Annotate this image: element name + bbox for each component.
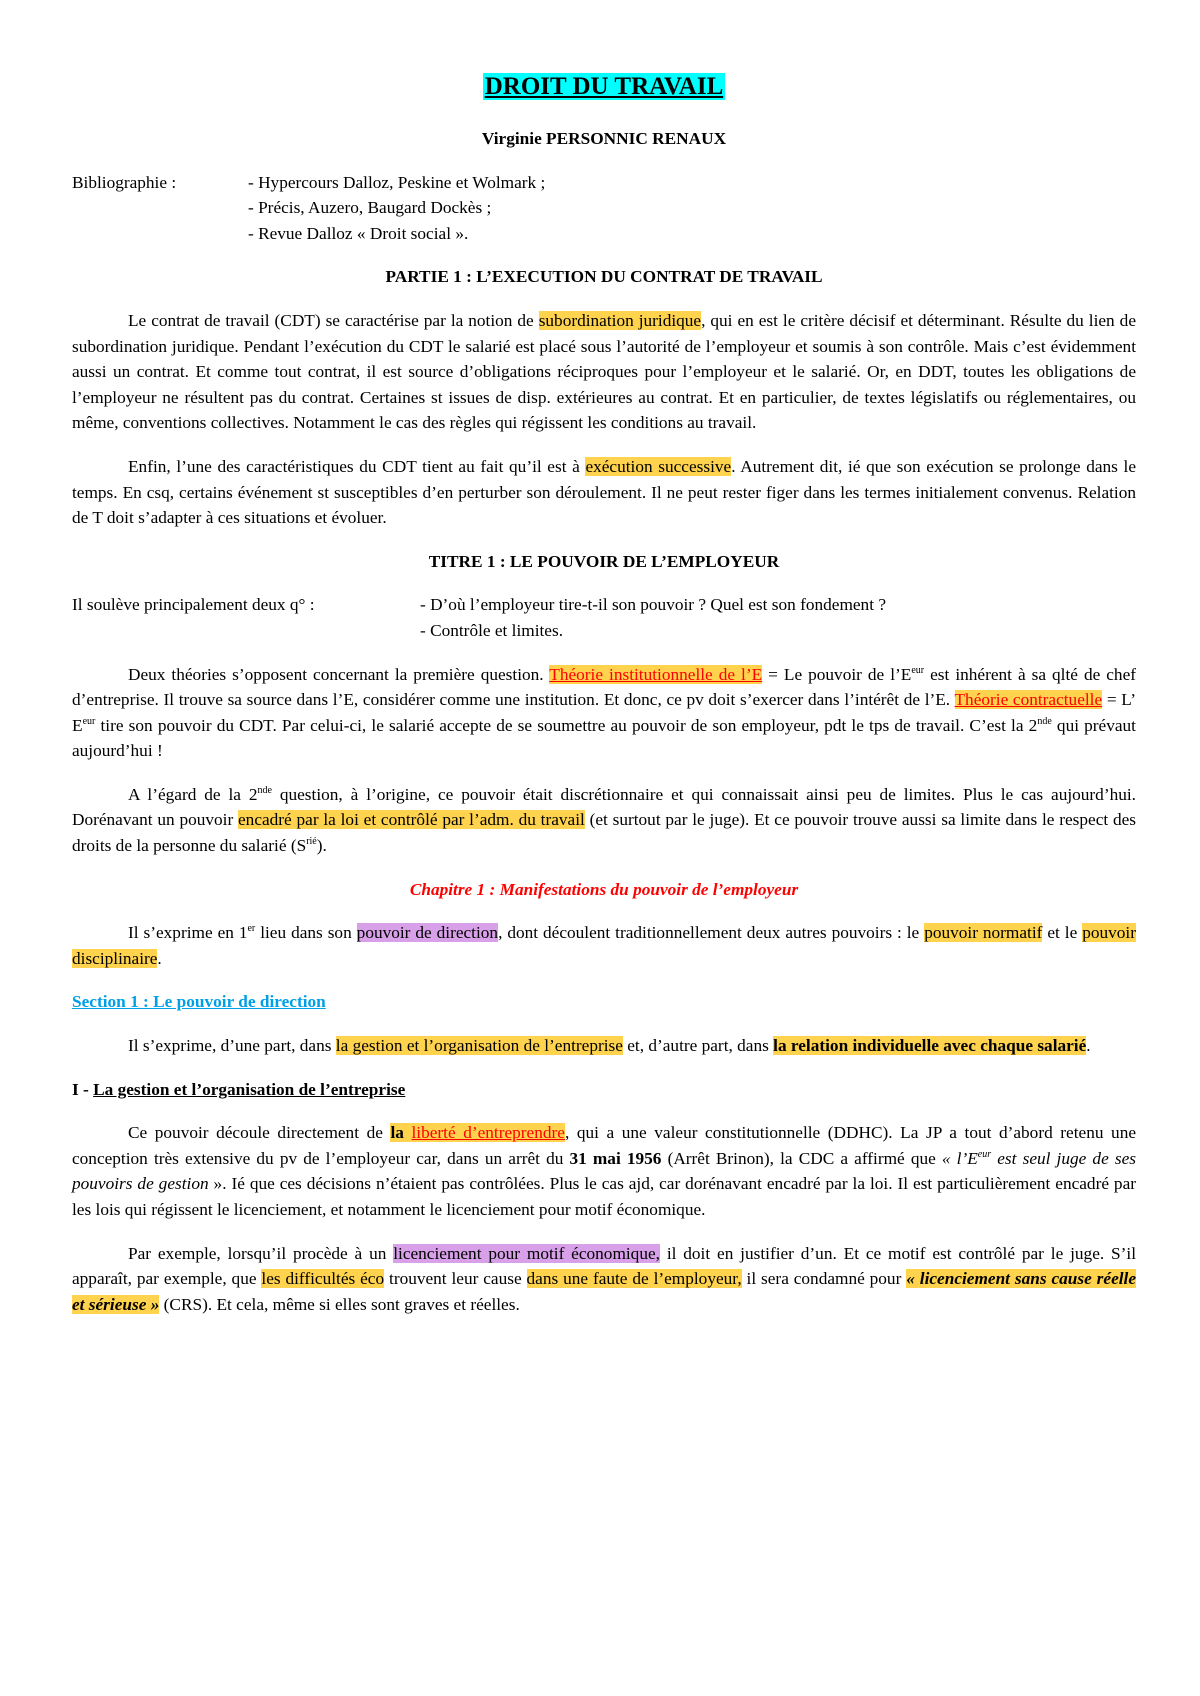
paragraph-liberte-entreprendre: Ce pouvoir découle directement de la liberté d’entreprendre, qui a une valeur constitutionnelle (DDHC). La JP a tout d’abord retenu une conception très extensive du pv de l’employeur car, dans un arrêt du 31 mai 1956 (Arrêt Brinon), la CDC a affirmé que « $l’E^{eur}$ est seul juge de ses pouvoirs de gestion ». Ié que ces décisions n’étaient pas contrôlées. Plus le cas ajd, car dorénavant encadré par la loi. Il est particulièrement encadré par les lois qui régissent le licenciement, et notamment le licenciement pour motif économique. <box>72 1123 1137 1219</box>
questions-label: Il soulève principalement deux q° : <box>72 595 315 615</box>
document-title <box>72 70 1136 104</box>
highlight-theorie-institutionnelle: Théorie institutionnelle de l’E <box>549 664 763 684</box>
highlight-execution-successive: exécution successive <box>585 456 732 476</box>
document-title-text: DROIT DU TRAVAIL <box>484 73 724 100</box>
highlight-theorie-contractuelle: Théorie contractuelle <box>954 690 1103 710</box>
highlight-pouvoir-normatif: pouvoir normatif <box>924 923 1043 943</box>
part-heading: PARTIE 1 : L’EXECUTION DU CONTRAT DE TRAVAIL <box>385 267 823 287</box>
paragraph-pouvoir-direction: Il s’exprime en 1er lieu dans son pouvoir de direction, dont découlent traditionnellement deux autres pouvoirs : le pouvoir normatif et le pouvoir disciplinaire. <box>72 923 1136 968</box>
paragraph-execution-successive: Enfin, l’une des caractéristiques du CDT tient au fait qu’il est à exécution successive. Autrement dit, ié que son exécution se prolonge dans le temps. En csq, certains événement st susceptibles d’en perturber son déroulement. Il ne peut rester figer dans les termes initialement convenus. Relation de T doit s’adapter à ces situations et évoluer. <box>72 456 1136 528</box>
author-name: Virginie PERSONNIC RENAUX <box>481 129 727 148</box>
arret-date: 31 mai 1956 <box>569 1148 662 1168</box>
question-item: - D’où l’employeur tire-t-il son pouvoir ? Quel est son fondement ? <box>420 595 886 615</box>
paragraph-cdt-definition: Le contrat de travail (CDT) se caractérise par la notion de subordination juridique, qui en est le critère décisif et déterminant. Résulte du lien de subordination juridique. Pendant l’exécution du CDT le salarié est placé sous l’autorité de l’employeur et soumis à son contrôle. Mais c’est évidemment aussi un contrat. Et comme tout contrat, il est source d’obligations réciproques pour l’employeur et le salarié. Or, en DDT, toutes les obligations de l’employeur ne résultent pas du contrat. Certaines st issues de disp. extérieures au contrat. Et en particulier, de textes législatifs ou réglementaires, ou même, conventions collectives. Notamment le cas des règles qui régissent les conditions au travail. <box>72 310 1136 433</box>
highlight-relation-individuelle: la relation individuelle avec chaque salarié <box>773 1036 1087 1056</box>
paragraph-second-question: A l’égard de la 2nde question, à l’origine, ce pouvoir était discrétionnaire et qui connaissait ainsi peu de limites. Plus le cas aujourd’hui. Dorénavant un pouvoir encadré par la loi et contrôlé par l’adm. du travail (et surtout par le juge). Et ce pouvoir trouve aussi sa limite dans le respect des droits de la personne du salarié $(S^{rié})$. <box>72 784 1136 856</box>
highlight-pouvoir-direction: pouvoir de direction <box>356 923 499 943</box>
bibliography-item: - Hypercours Dalloz, Peskine et Wolmark ; <box>248 172 546 192</box>
paragraph-theories: Deux théories s’opposent concernant la première question. Théorie institutionnelle de l’E = Le pouvoir de $l’E^{eur}$ est inhérent à sa qlté de chef d’entreprise. Il trouve sa source dans l’E, considérer comme une institution. Et donc, ce pv doit s’exercer dans l’intérêt de l’E. Théorie contractuelle = L’ $E^{eur}$ tire son pouvoir du CDT. Par celui-ci, le salarié accepte de se soumettre au pouvoir de son employeur, pdt le tps de travail. C’est la 2nde qui prévaut aujourd’hui ! <box>72 664 1136 761</box>
highlight-gestion-organisation: la gestion et l’organisation de l’entreprise <box>335 1036 623 1056</box>
bibliography-list <box>248 170 1136 247</box>
highlight-difficultes-eco: les difficultés éco <box>261 1269 385 1289</box>
highlight-pouvoir-encadre: encadré par la loi et contrôlé par l’adm. du travail <box>238 810 585 830</box>
bibliography <box>72 170 1136 247</box>
highlight-faute-employeur: dans une faute de l’employeur, <box>526 1269 742 1289</box>
paragraph-licenciement-economique: Par exemple, lorsqu’il procède à un licenciement pour motif économique, il doit en justifier d’un. Et ce motif est contrôlé par le juge. S’il apparaît, par exemple, que les difficultés éco trouvent leur cause dans une faute de l’employeur, il sera condamné pour « licenciement sans cause réelle et sérieuse » (CRS). Et cela, même si elles sont graves et réelles. <box>72 1243 1137 1314</box>
highlight-pouvoir-disciplinaire: pouvoir disciplinaire <box>72 923 1136 968</box>
subsection-heading: I - La gestion et l’organisation de l’entreprise <box>72 1079 406 1099</box>
bibliography-label: Bibliographie : <box>72 172 177 192</box>
highlight-licenciement-motif-eco: licenciement pour motif économique, <box>393 1243 660 1263</box>
titre-heading: TITRE 1 : LE POUVOIR DE L’EMPLOYEUR <box>428 551 780 571</box>
bibliography-item: - Précis, Auzero, Baugard Dockès ; <box>248 198 492 218</box>
chapter-heading: Chapitre 1 : Manifestations du pouvoir de l’employeur <box>409 879 799 899</box>
bibliography-item: - Revue Dalloz « Droit social ». <box>248 223 469 243</box>
highlight-subordination: subordination juridique <box>538 310 702 330</box>
highlight-licenciement-crs: « licenciement sans cause réelle et sérieuse » <box>72 1269 1137 1314</box>
question-item: - Contrôle et limites. <box>420 620 564 640</box>
highlight-liberte-entreprendre: liberté d’entreprendre <box>411 1123 565 1143</box>
section-heading: Section 1 : Le pouvoir de direction <box>72 992 326 1012</box>
questions-list <box>72 592 1136 643</box>
paragraph-gestion-relation: Il s’exprime, d’une part, dans la gestion et l’organisation de l’entreprise et, d’autre part, dans la relation individuelle avec chaque salarié. <box>128 1036 1091 1056</box>
